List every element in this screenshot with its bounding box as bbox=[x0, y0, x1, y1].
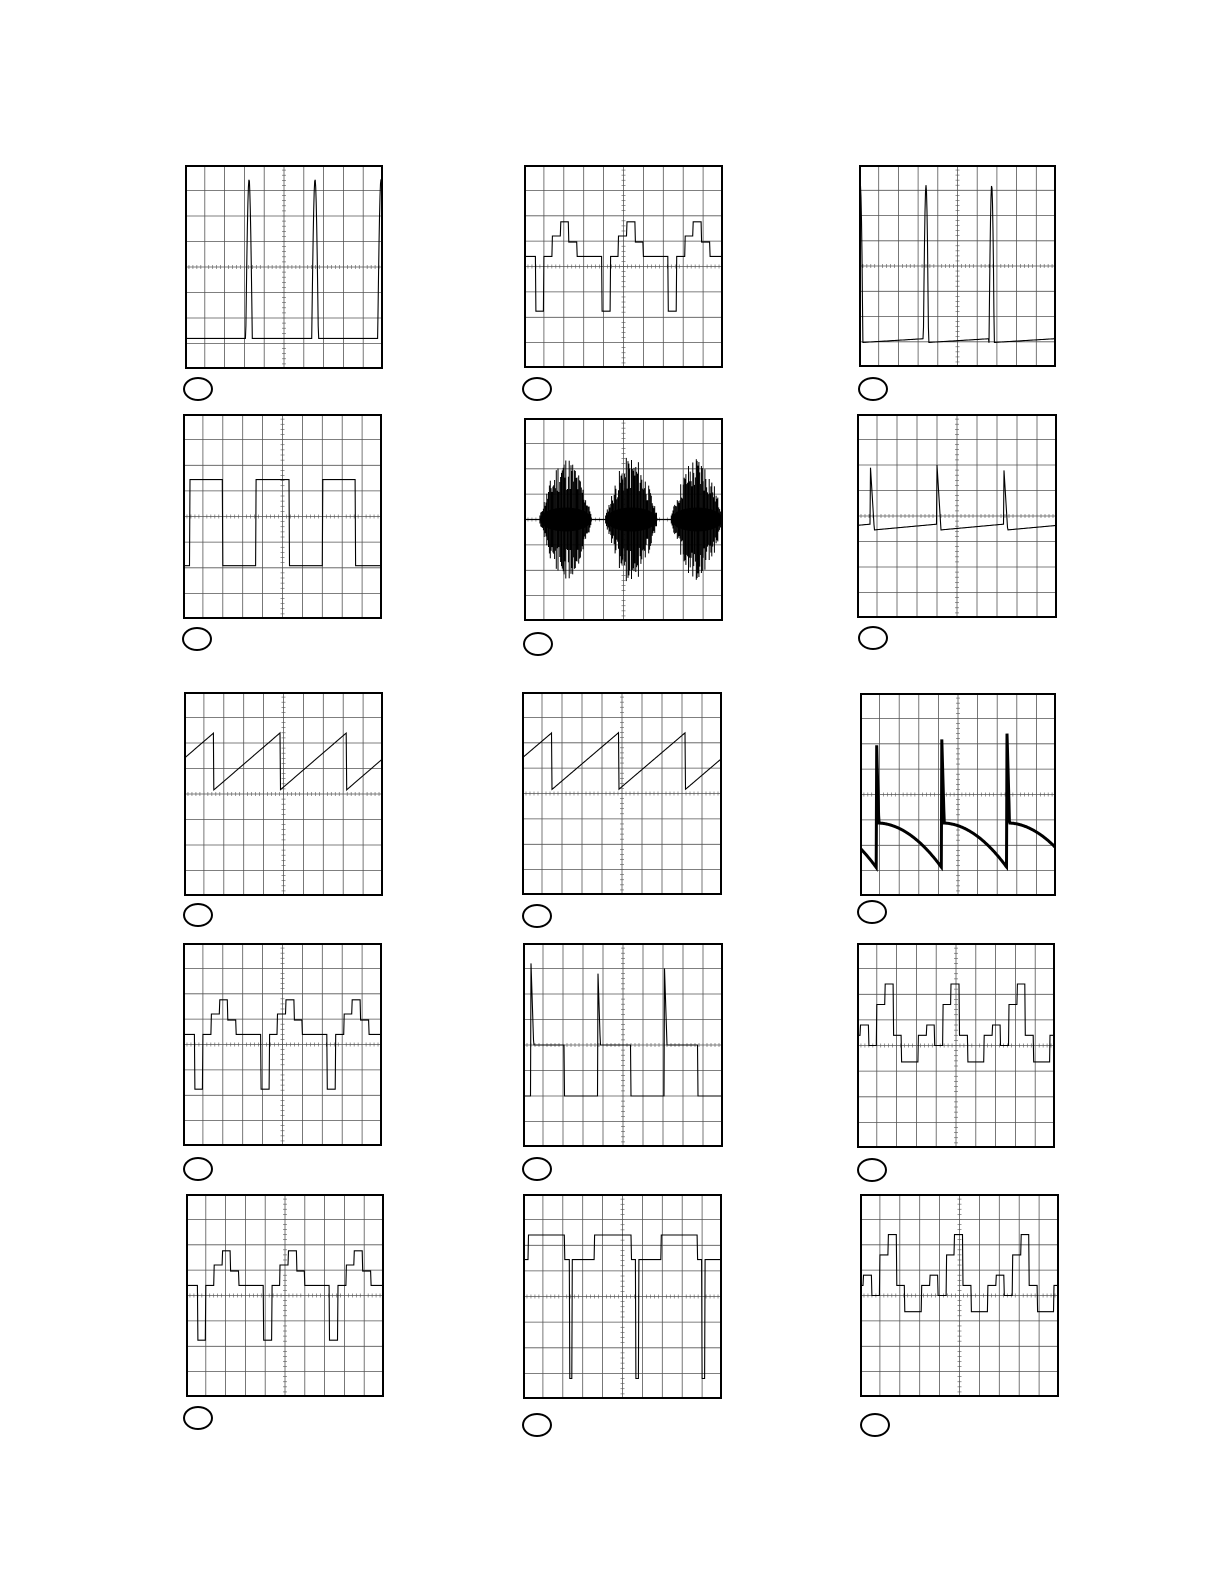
scope-screen-5 bbox=[524, 418, 723, 621]
scope-graticule-2 bbox=[524, 165, 723, 368]
waveform-number-circle bbox=[522, 1413, 552, 1437]
scope-screen-14 bbox=[523, 1194, 722, 1399]
waveform-number-circle bbox=[523, 632, 553, 656]
scope-graticule-10 bbox=[183, 943, 382, 1146]
scope-graticule-9 bbox=[860, 693, 1056, 896]
scope-graticule-8 bbox=[522, 692, 722, 895]
waveform-number-circle bbox=[860, 1413, 890, 1437]
scope-screen-13 bbox=[186, 1194, 384, 1397]
scope-screen-10 bbox=[183, 943, 382, 1146]
scope-screen-8 bbox=[522, 692, 722, 895]
scope-graticule-13 bbox=[186, 1194, 384, 1397]
scope-screen-9 bbox=[860, 693, 1056, 896]
scope-screen-4 bbox=[183, 414, 382, 619]
scope-graticule-6 bbox=[857, 414, 1057, 618]
waveform-number-circle bbox=[183, 1157, 213, 1181]
waveform-number-circle bbox=[857, 900, 887, 924]
waveform-number-circle bbox=[858, 626, 888, 650]
waveform-number-circle bbox=[857, 1158, 887, 1182]
scope-graticule-5 bbox=[524, 418, 723, 621]
scope-screen-6 bbox=[857, 414, 1057, 618]
waveform-number-circle bbox=[858, 377, 888, 401]
scope-graticule-7 bbox=[184, 692, 383, 896]
scope-screen-15 bbox=[860, 1194, 1059, 1397]
waveform-number-circle bbox=[522, 1157, 552, 1181]
waveform-number-circle bbox=[522, 904, 552, 928]
scope-graticule-15 bbox=[860, 1194, 1059, 1397]
scope-graticule-12 bbox=[857, 943, 1055, 1148]
scope-screen-2 bbox=[524, 165, 723, 368]
scope-screen-11 bbox=[523, 943, 723, 1147]
scope-graticule-3 bbox=[859, 165, 1056, 367]
waveform-number-circle bbox=[183, 377, 213, 401]
waveform-number-circle bbox=[183, 1406, 213, 1430]
scope-screen-12 bbox=[857, 943, 1055, 1148]
scope-graticule-11 bbox=[523, 943, 723, 1147]
scope-screen-1 bbox=[185, 165, 383, 369]
waveform-number-circle bbox=[183, 903, 213, 927]
scope-screen-7 bbox=[184, 692, 383, 896]
scope-screen-3 bbox=[859, 165, 1056, 367]
waveform-number-circle bbox=[182, 627, 212, 651]
scope-graticule-1 bbox=[185, 165, 383, 369]
waveform-number-circle bbox=[522, 377, 552, 401]
scope-graticule-14 bbox=[523, 1194, 722, 1399]
scope-graticule-4 bbox=[183, 414, 382, 619]
